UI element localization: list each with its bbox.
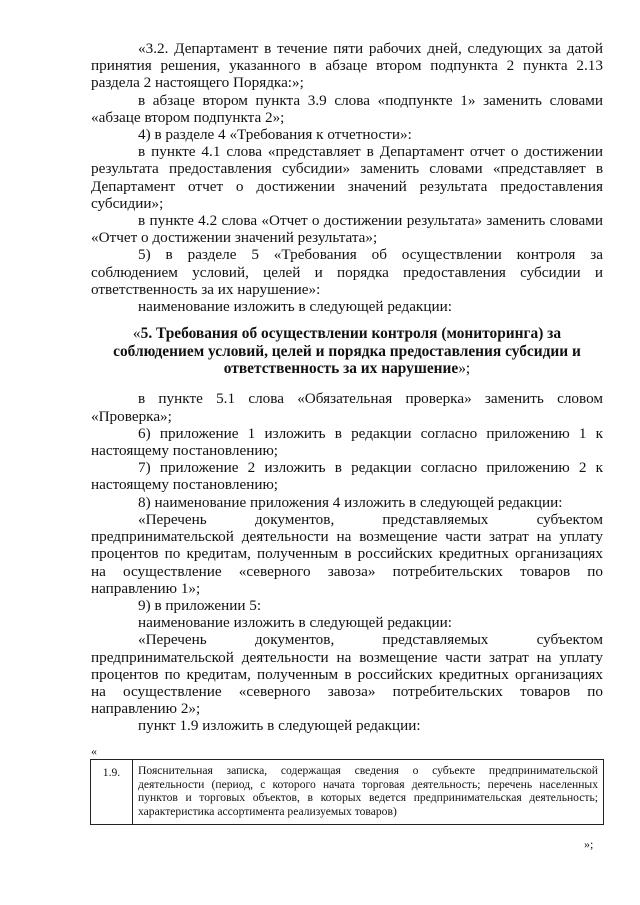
table-row	[91, 760, 604, 825]
paragraph-appendix-1: 6) приложение 1 изложить в редакции согласно приложению 1 к настоящему постановлению;	[91, 424, 603, 460]
row-number: 1.9.	[91, 760, 133, 825]
paragraph-4-2: в пункте 4.2 слова «Отчет о достижении результата» заменить словами «Отчет о достижении значений результата»;	[91, 212, 603, 247]
paragraph-5-1: в пункте 5.1 слова «Обязательная проверка» заменить словом «Проверка»;	[91, 390, 603, 425]
paragraph-name-new-edition: наименование изложить в следующей редакции:	[138, 298, 452, 316]
paragraph-3-2: «3.2. Департамент в течение пяти рабочих дней, следующих за датой принятия решения, указанного в абзаце втором подпункта 2 пункта 2.13 раздела 2 настоящего Порядка:»;	[91, 40, 603, 92]
paragraph-3-9: в абзаце втором пункта 3.9 слова «подпункте 1» заменить словами «абзаце втором подпункта 2»;	[91, 91, 603, 126]
paragraph-appendix-5: 9) в приложении 5:	[138, 596, 262, 614]
paragraph-appendix-5-title: «Перечень документов, представляемых субъектом предпринимательской деятельности на возмещение части затрат на уплату процентов по кредитам, полученным в российских кредитных организациях на осуществление «северного завоза» потребительских товаров по направлению 2»;	[91, 631, 603, 718]
table-close-quote: »;	[584, 837, 594, 851]
paragraph-4-1: в пункте 4.1 слова «представляет в Департамент отчет о достижении результата предоставления субсидии» заменить словами «представляет в Департамент отчет о достижении значений результата предоставления субсидии»;	[91, 143, 603, 212]
paragraph-section-4: 4) в разделе 4 «Требования к отчетности»:	[138, 126, 412, 144]
paragraph-section-5: 5) в разделе 5 «Требования об осуществлении контроля за соблюдением условий, целей и порядка предоставления субсидии и ответственность за их нарушение»:	[91, 246, 603, 298]
paragraph-appendix-4-title: «Перечень документов, представляемых субъектом предпринимательской деятельности на возмещение части затрат на уплату процентов по кредитам, полученным в российских кредитных организациях на осуществление «северного завоза» потребительских товаров по направлению 1»;	[91, 510, 603, 597]
paragraph-point-1-9: пункт 1.9 изложить в следующей редакции:	[138, 717, 421, 735]
paragraph-appendix-2: 7) приложение 2 изложить в редакции согласно приложению 2 к настоящему постановлению;	[91, 459, 603, 494]
heading-text: 5. Требования об осуществлении контроля (мониторинга) за соблюдением условий, целей и порядка предоставления субсидии и ответственность за их нарушение	[113, 325, 581, 378]
amendment-table	[90, 759, 604, 825]
section-5-heading	[91, 325, 603, 377]
heading-open-quote: «	[132, 325, 141, 343]
paragraph-appendix-4-name: 8) наименование приложения 4 изложить в следующей редакции:	[138, 493, 563, 511]
table-open-quote: «	[91, 744, 97, 758]
paragraph-appendix-5-name: наименование изложить в следующей редакции:	[138, 614, 452, 632]
document-body	[91, 40, 603, 735]
row-text: Пояснительная записка, содержащая сведения о субъекте предпринимательской деятельности (период, с которого начата торговая деятельность; перечень населенных пунктов и торговых объектов, в которых ведется предпринимательская деятельность; характеристика ассортимента реализуемых товаров)	[133, 760, 604, 825]
heading-tail: »;	[458, 360, 471, 378]
